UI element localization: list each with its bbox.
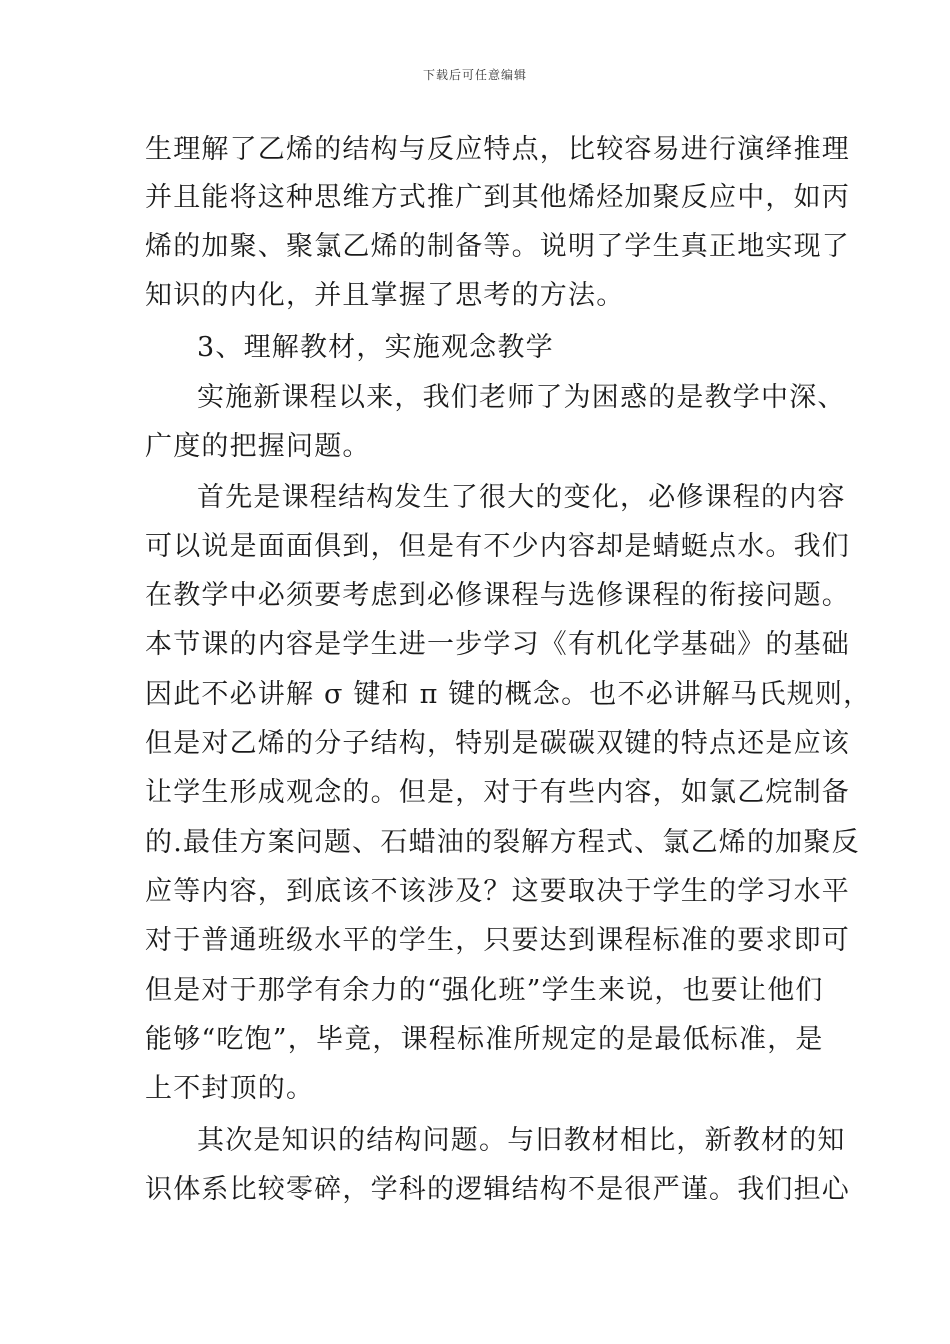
text-line: 本节课的内容是学生进一步学习《有机化学基础》的基础: [145, 629, 850, 660]
text-line: 应等内容，到底该不该涉及？这要取决于学生的学习水平: [145, 876, 850, 907]
text-line: 并且能将这种思维方式推广到其他烯烃加聚反应中，如丙: [145, 182, 850, 213]
text-line: 实施新课程以来，我们老师了为困惑的是教学中深、: [197, 382, 846, 413]
text-line: 但是对于那学有余力的“强化班”学生来说，也要让他们: [145, 975, 824, 1006]
text-line: 可以说是面面俱到，但是有不少内容却是蜻蜓点水。我们: [145, 531, 850, 562]
text-line: 对于普通班级水平的学生，只要达到课程标准的要求即可: [145, 925, 850, 956]
section-heading: 3、理解教材，实施观念教学: [197, 332, 554, 363]
text-line: 的.最佳方案问题、石蜡油的裂解方程式、氯乙烯的加聚反: [145, 827, 860, 858]
page-header: 下载后可任意编辑: [422, 68, 527, 82]
text-line: 能够“吃饱”，毕竟，课程标准所规定的是最低标准，是: [145, 1024, 824, 1055]
text-line: 其次是知识的结构问题。与旧教材相比，新教材的知: [197, 1125, 846, 1156]
text-line: 识体系比较零碎，学科的逻辑结构不是很严谨。我们担心: [145, 1174, 850, 1205]
text-line: 在教学中必须要考虑到必修课程与选修课程的衔接问题。: [145, 580, 850, 611]
text-line: 因此不必讲解 σ 键和 π 键的概念。也不必讲解马氏规则，: [145, 679, 872, 710]
text-line: 知识的内化，并且掌握了思考的方法。: [145, 280, 625, 311]
text-line: 但是对乙烯的分子结构，特别是碳碳双键的特点还是应该: [145, 728, 850, 759]
text-line: 生理解了乙烯的结构与反应特点，比较容易进行演绎推理: [145, 134, 850, 165]
text-line: 首先是课程结构发生了很大的变化，必修课程的内容: [197, 482, 846, 513]
text-line: 上不封顶的。: [145, 1073, 315, 1104]
text-line: 烯的加聚、聚氯乙烯的制备等。说明了学生真正地实现了: [145, 231, 850, 262]
text-line: 让学生形成观念的。但是，对于有些内容，如氯乙烷制备: [145, 777, 850, 808]
text-line: 广度的把握问题。: [145, 431, 371, 462]
